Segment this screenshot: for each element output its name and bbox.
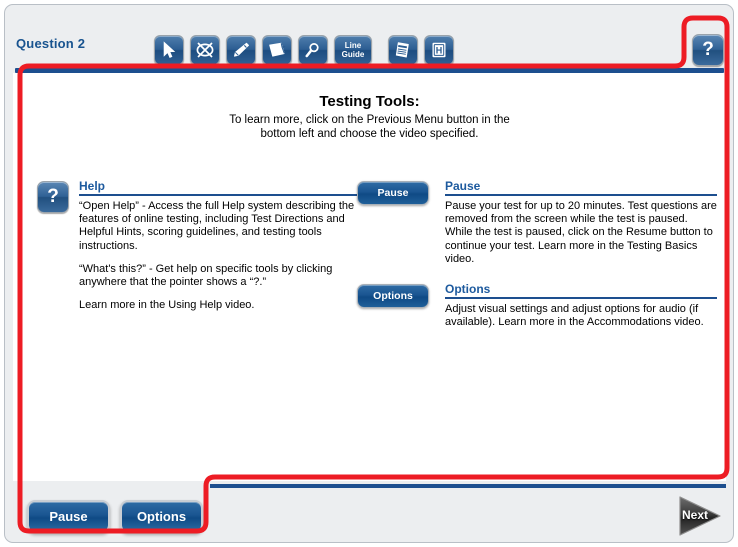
options-button-icon[interactable]: Options [357,284,429,308]
options-button[interactable]: Options [120,500,203,533]
calculator-tool[interactable] [388,35,418,65]
help-entry [37,179,357,312]
sticky-note-icon [267,41,287,59]
periodic-table-icon [430,41,448,59]
magnifier-icon [304,41,322,59]
pause-button-icon[interactable]: Pause [357,181,429,205]
pause-entry-body [445,179,717,266]
tools-toolbar [154,35,454,65]
options-entry [357,282,717,329]
subtitle-line-1: To learn more, click on the Previous Menu button in the [229,114,510,126]
help-entry-body [79,179,357,312]
pause-button[interactable]: Pause [27,500,110,533]
page-title: Question 2 [16,36,86,51]
options-heading: Options [445,282,717,299]
footer-button-group [27,500,203,533]
cross-out-icon [195,41,215,59]
right-column [357,179,717,341]
highlighter-icon [231,41,251,59]
svg-text:H: H [435,45,443,56]
pause-heading: Pause [445,179,717,196]
notepad-tool[interactable] [262,35,292,65]
pause-paragraph-1: Pause your test for up to 20 minutes. Test questions are removed from the screen while the test is paused. While the test is paused, click on the Resume button to continue your test. Learn more in the Testing Basics video. [445,200,717,265]
options-entry-icon-wrap [357,284,429,308]
answer-eliminator-tool[interactable] [190,35,220,65]
help-question-icon[interactable]: ? [37,181,69,213]
calculator-icon [393,41,413,59]
test-window [4,4,734,543]
periodic-table-tool[interactable] [424,35,454,65]
help-paragraph-3: Learn more in the Using Help video. [79,299,255,312]
left-column [37,179,357,324]
pause-entry-icon-wrap [357,181,429,205]
next-button-label: Next [681,508,708,522]
content-title: Testing Tools: [319,93,420,110]
help-entry-icon-wrap [37,181,69,213]
help-paragraph-1: “Open Help” - Access the full Help system describing the features of online testing, including Test Directions and Helpful Hints, scoring guidelines, and testing tools instructions. [79,200,355,252]
help-button[interactable]: ? [692,34,724,66]
pointer-icon [161,41,177,59]
line-guide-label: Line Guide [341,41,365,59]
help-heading: Help [79,179,357,196]
content-panel [13,73,726,481]
title-block [13,93,726,141]
magnifier-tool[interactable] [298,35,328,65]
options-paragraph-1: Adjust visual settings and adjust options for audio (if available). Learn more in the Accommodations video. [445,303,704,329]
highlighter-tool[interactable] [226,35,256,65]
header-bar [5,5,733,69]
subtitle-line-2: bottom left and choose the video specified. [260,128,479,140]
content-subtitle [13,113,726,141]
pause-entry [357,179,717,266]
options-entry-body [445,282,717,329]
help-paragraph-2: “What's this?” - Get help on specific tools by clicking anywhere that the pointer shows a “?.” [79,262,333,289]
pointer-tool[interactable] [154,35,184,65]
next-button[interactable] [676,494,722,538]
line-guide-tool[interactable] [334,35,372,65]
footer-divider [210,484,726,488]
